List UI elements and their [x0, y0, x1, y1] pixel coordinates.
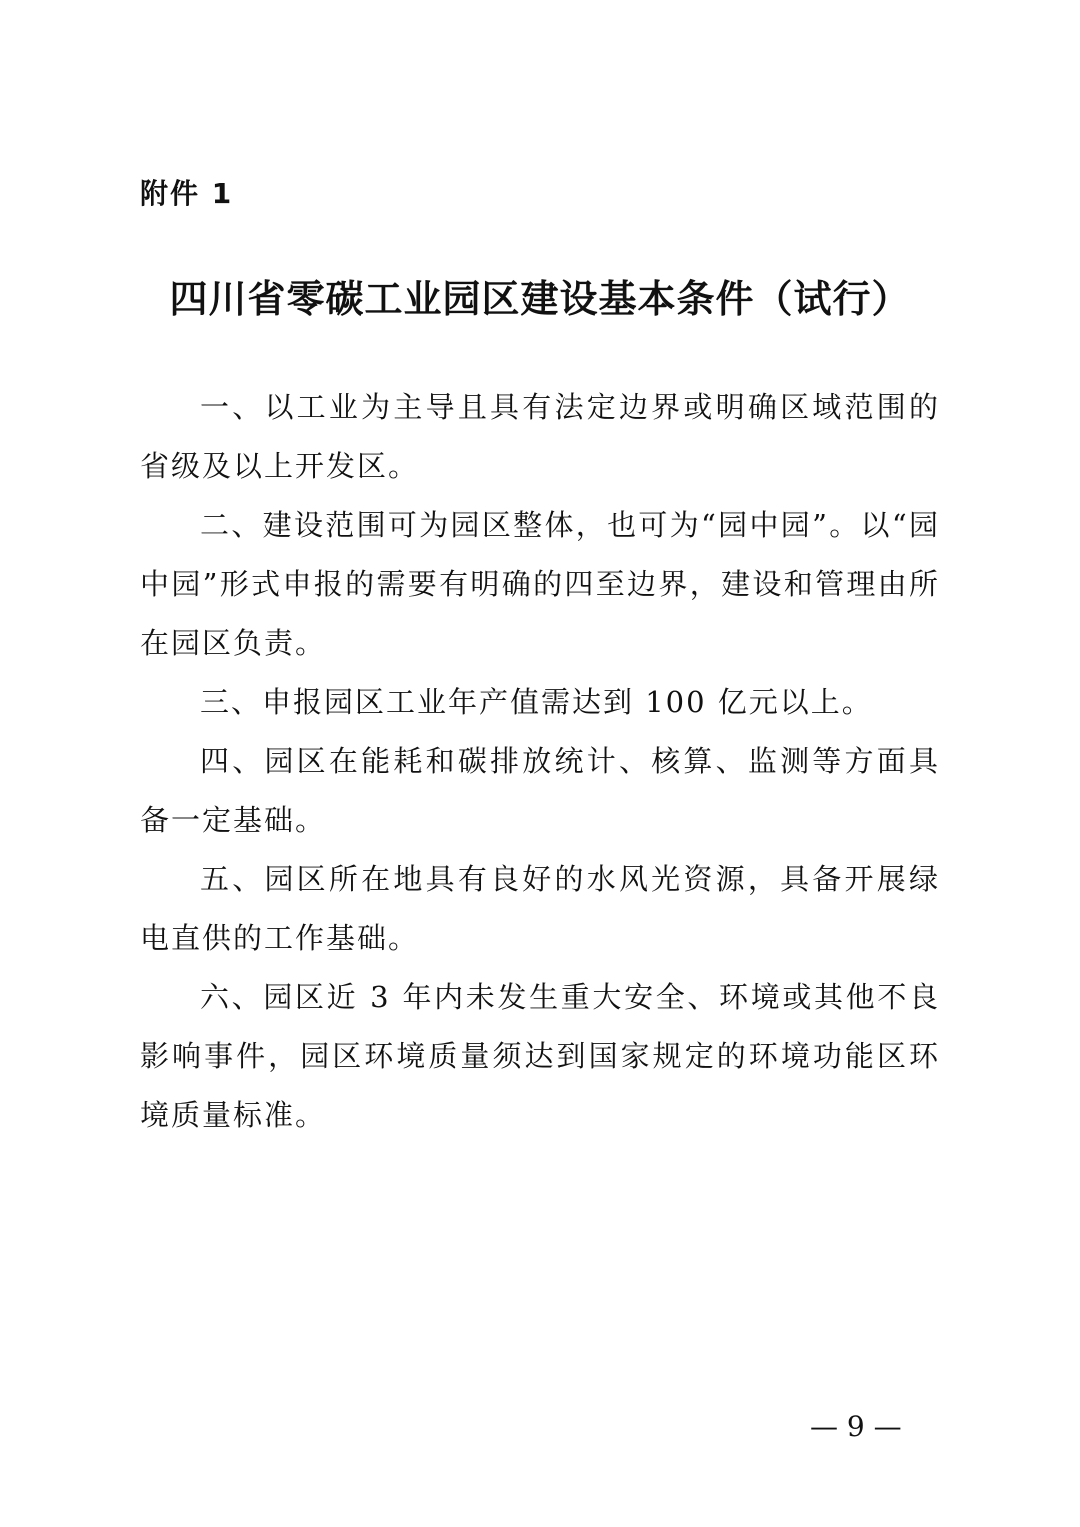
paragraph-5: 五、园区所在地具有良好的水风光资源，具备开展绿电直供的工作基础。: [140, 862, 940, 955]
paragraph-4: 四、园区在能耗和碳排放统计、核算、监测等方面具备一定基础。: [140, 744, 940, 837]
document-title: 四川省零碳工业园区建设基本条件（试行）: [169, 277, 911, 321]
attachment-label: 附件 1: [140, 177, 234, 210]
paragraph-3: 三、申报园区工业年产值需达到 100 亿元以上。: [200, 685, 873, 719]
page-number: — 9 —: [810, 1410, 902, 1443]
paragraph-1: 一、以工业为主导且具有法定边界或明确区域范围的省级及以上开发区。: [140, 390, 940, 483]
document-body: [140, 378, 940, 1145]
paragraph-2: 二、建设范围可为园区整体，也可为“园中园”。以“园中园”形式申报的需要有明确的四至边界，建设和管理由所在园区负责。: [140, 508, 940, 660]
paragraph-6: 六、园区近 3 年内未发生重大安全、环境或其他不良影响事件，园区环境质量须达到国家规定的环境功能区环境质量标准。: [140, 980, 940, 1132]
